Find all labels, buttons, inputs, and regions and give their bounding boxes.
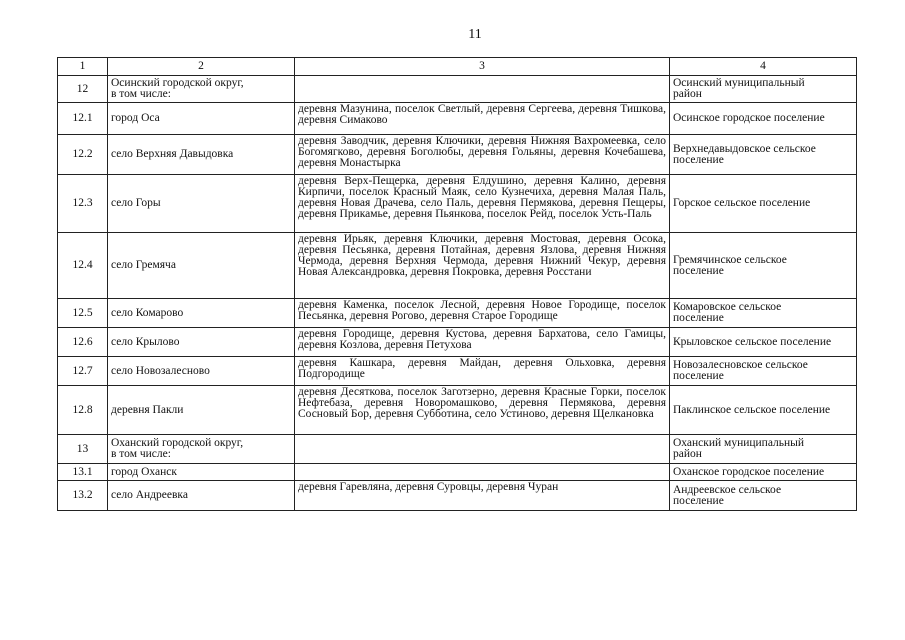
settlements-table [57,57,857,511]
municipality-name: Андреевское сельское поселение [670,481,857,511]
settlement-name: село Комарово [108,299,295,328]
settlements-list: деревня Ирьяк, деревня Ключики, деревня Мостовая, деревня Осока, деревня Песьянка, деревня Потайная, деревня Язлова, деревня Нижняя Чермода, деревня Верхняя Чермода, деревня Нижний Чекур, деревня Новая Александровка, деревня Покровка, деревня Росстани [295,233,670,299]
settlements-list: деревня Заводчик, деревня Ключики, деревня Нижняя Вахромеевка, село Богомягково, деревня Боголюбы, деревня Гольяны, деревня Кочебашева, деревня Монастырка [295,135,670,175]
settlement-name: село Верхняя Давыдовка [108,135,295,175]
municipality-name: Оханское городское поселение [670,464,857,481]
municipality-name: Новозалесновское сельское поселение [670,357,857,386]
header-col-2: 2 [108,58,295,76]
row-number: 12.2 [58,135,108,175]
header-col-3: 3 [295,58,670,76]
table-row [58,175,857,233]
row-number: 13.1 [58,464,108,481]
settlements-list [295,76,670,103]
settlement-name: село Андреевка [108,481,295,511]
municipality-name: Осинское городское поселение [670,103,857,135]
table-row [58,328,857,357]
row-number: 12.4 [58,233,108,299]
settlements-list: деревня Десяткова, поселок Заготзерно, деревня Красные Горки, поселок Нефтебаза, деревня Новоромашково, деревня Пермякова, деревня Сосновый Бор, деревня Субботина, село Устиново, деревня Щелкановка [295,386,670,435]
row-number: 12.7 [58,357,108,386]
row-number: 12 [58,76,108,103]
table-row [58,103,857,135]
settlement-name: Осинский городской округ, в том числе: [108,76,295,103]
settlements-list [295,464,670,481]
row-number: 12.1 [58,103,108,135]
municipality-name: Комаровское сельское поселение [670,299,857,328]
table-row [58,357,857,386]
settlements-list: деревня Мазунина, поселок Светлый, деревня Сергеева, деревня Тишкова, деревня Симаково [295,103,670,135]
row-number: 12.8 [58,386,108,435]
row-number: 13.2 [58,481,108,511]
table-row [58,76,857,103]
settlements-list [295,435,670,464]
row-number: 12.3 [58,175,108,233]
table-row [58,464,857,481]
municipality-name: Осинский муниципальный район [670,76,857,103]
header-col-1: 1 [58,58,108,76]
header-col-4: 4 [670,58,857,76]
table-row [58,299,857,328]
municipality-name: Паклинское сельское поселение [670,386,857,435]
table-header-row [58,58,857,76]
page-number: 11 [468,27,482,42]
table-row [58,233,857,299]
table-row [58,435,857,464]
settlement-name: село Гремяча [108,233,295,299]
row-number: 13 [58,435,108,464]
settlements-list: деревня Кашкара, деревня Майдан, деревня Ольховка, деревня Подгородище [295,357,670,386]
settlements-list: деревня Гаревляна, деревня Суровцы, деревня Чуран [295,481,670,511]
municipality-name: Оханский муниципальный район [670,435,857,464]
settlement-name: село Новозалесново [108,357,295,386]
municipality-name: Гремячинское сельское поселение [670,233,857,299]
row-number: 12.5 [58,299,108,328]
settlement-name: город Оханск [108,464,295,481]
settlements-list: деревня Городище, деревня Кустова, деревня Бархатова, село Гамицы, деревня Козлова, деревня Петухова [295,328,670,357]
row-number: 12.6 [58,328,108,357]
table-row [58,386,857,435]
municipality-name: Крыловское сельское поселение [670,328,857,357]
settlement-name: Оханский городской округ, в том числе: [108,435,295,464]
settlement-name: село Крылово [108,328,295,357]
settlement-name: деревня Пакли [108,386,295,435]
settlements-list: деревня Верх-Пещерка, деревня Елдушино, деревня Калино, деревня Кирпичи, поселок Красный Маяк, село Кузнечиха, деревня Малая Паль, деревня Новая Драчева, село Паль, деревня Пермякова, деревня Пещеры, деревня Прикамье, деревня Пьянкова, поселок Рейд, поселок Усть-Паль [295,175,670,233]
municipality-name: Горское сельское поселение [670,175,857,233]
table-row [58,135,857,175]
settlement-name: село Горы [108,175,295,233]
municipality-name: Верхнедавыдовское сельское поселение [670,135,857,175]
table-row [58,481,857,511]
settlements-list: деревня Каменка, поселок Лесной, деревня Новое Городище, поселок Песьянка, деревня Рогово, деревня Старое Городище [295,299,670,328]
settlement-name: город Оса [108,103,295,135]
